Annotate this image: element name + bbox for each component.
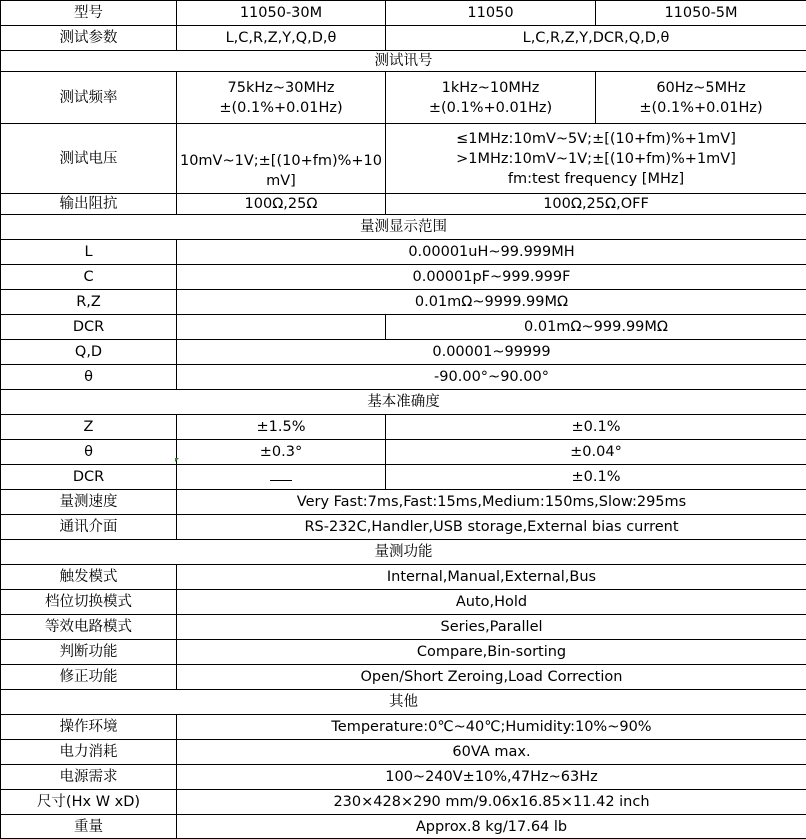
range-row xyxy=(1,240,806,265)
function-value: Auto,Hold xyxy=(177,590,806,615)
interface-row xyxy=(1,515,806,540)
section-row xyxy=(1,390,806,415)
other-label: 尺寸(Hx W xD) xyxy=(1,790,177,815)
function-label: 修正功能 xyxy=(1,665,177,690)
function-value: Open/Short Zeroing,Load Correction xyxy=(177,665,806,690)
other-value: 230×428×290 mm/9.06x16.85×11.42 inch xyxy=(177,790,806,815)
accuracy-label: DCR xyxy=(1,465,177,490)
range-value: 0.00001uH~99.999MH xyxy=(177,240,806,265)
speed-value: Very Fast:7ms,Fast:15ms,Medium:150ms,Slow:295ms xyxy=(177,490,806,515)
function-label: 判断功能 xyxy=(1,640,177,665)
section-row xyxy=(1,540,806,565)
function-label: 等效电路模式 xyxy=(1,615,177,640)
section-accuracy: 基本准确度 xyxy=(1,390,806,415)
range-value: -90.00°~90.00° xyxy=(177,365,806,390)
range-row xyxy=(1,290,806,315)
accuracy-label: θ xyxy=(1,440,177,465)
test-params-a: L,C,R,Z,Y,Q,D,θ xyxy=(177,26,386,51)
accuracy-a-blank xyxy=(177,465,386,490)
other-label: 电力消耗 xyxy=(1,740,177,765)
accuracy-row xyxy=(1,465,806,490)
range-dcr-label: DCR xyxy=(1,315,177,340)
range-value: 0.00001~99999 xyxy=(177,340,806,365)
interface-label: 通讯介面 xyxy=(1,515,177,540)
function-row xyxy=(1,665,806,690)
accuracy-label: Z xyxy=(1,415,177,440)
range-label: L xyxy=(1,240,177,265)
section-display-range: 量测显示范围 xyxy=(1,215,806,240)
other-row xyxy=(1,715,806,740)
other-row xyxy=(1,740,806,765)
other-row xyxy=(1,790,806,815)
speed-row xyxy=(1,490,806,515)
accuracy-row xyxy=(1,415,806,440)
voltage-label: 测试电压 xyxy=(1,124,177,194)
section-row xyxy=(1,690,806,715)
range-dcr-value: 0.01mΩ~999.99MΩ xyxy=(386,315,806,340)
accuracy-bc: ±0.1% xyxy=(386,415,806,440)
other-value: 100~240V±10%,47Hz~63Hz xyxy=(177,765,806,790)
other-label: 重量 xyxy=(1,815,177,839)
function-label: 触发模式 xyxy=(1,565,177,590)
function-value: Internal,Manual,External,Bus xyxy=(177,565,806,590)
section-row xyxy=(1,215,806,240)
function-row xyxy=(1,590,806,615)
accuracy-bc: ±0.04° xyxy=(386,440,806,465)
model-label: 型号 xyxy=(1,1,177,26)
range-value: 0.00001pF~999.999F xyxy=(177,265,806,290)
section-other: 其他 xyxy=(1,690,806,715)
range-row-dcr xyxy=(1,315,806,340)
accuracy-a: ±0.3° xyxy=(177,440,386,465)
freq-b: 1kHz~10MHz ±(0.1%+0.01Hz) xyxy=(386,72,596,124)
range-label: Q,D xyxy=(1,340,177,365)
test-params-row xyxy=(1,26,806,51)
range-label: R,Z xyxy=(1,290,177,315)
other-label: 操作环境 xyxy=(1,715,177,740)
test-params-label: 测试参数 xyxy=(1,26,177,51)
other-label: 电源需求 xyxy=(1,765,177,790)
range-label: θ xyxy=(1,365,177,390)
function-label: 档位切换模式 xyxy=(1,590,177,615)
model-row xyxy=(1,1,806,26)
function-row xyxy=(1,640,806,665)
impedance-label: 输出阻抗 xyxy=(1,194,177,215)
blank-line xyxy=(270,468,292,481)
other-value: Temperature:0℃~40℃;Humidity:10%~90% xyxy=(177,715,806,740)
range-value: 0.01mΩ~9999.99MΩ xyxy=(177,290,806,315)
other-row xyxy=(1,815,806,839)
other-value: Approx.8 kg/17.64 lb xyxy=(177,815,806,839)
section-functions: 量测功能 xyxy=(1,540,806,565)
freq-row xyxy=(1,72,806,124)
range-row xyxy=(1,265,806,290)
function-row xyxy=(1,615,806,640)
voltage-bc: ≤1MHz:10mV~5V;±[(10+fm)%+1mV] >1MHz:10mV~1V;±[(10+fm)%+1mV] fm:test frequency [MHz] xyxy=(386,124,806,194)
range-row xyxy=(1,340,806,365)
section-row xyxy=(1,51,806,72)
impedance-row xyxy=(1,194,806,215)
test-params-bc: L,C,R,Z,Y,DCR,Q,D,θ xyxy=(386,26,806,51)
range-dcr-a xyxy=(177,315,386,340)
speed-label: 量测速度 xyxy=(1,490,177,515)
range-row xyxy=(1,365,806,390)
accuracy-a: ±1.5% xyxy=(177,415,386,440)
freq-label: 测试频率 xyxy=(1,72,177,124)
function-value: Compare,Bin-sorting xyxy=(177,640,806,665)
accuracy-bc: ±0.1% xyxy=(386,465,806,490)
accuracy-row xyxy=(1,440,806,465)
function-value: Series,Parallel xyxy=(177,615,806,640)
freq-a: 75kHz~30MHz ±(0.1%+0.01Hz) xyxy=(177,72,386,124)
cell-comment-marker xyxy=(175,458,179,462)
freq-c: 60Hz~5MHz ±(0.1%+0.01Hz) xyxy=(596,72,806,124)
impedance-a: 100Ω,25Ω xyxy=(177,194,386,215)
model-11050-5m: 11050-5M xyxy=(596,1,806,26)
other-row xyxy=(1,765,806,790)
voltage-row xyxy=(1,124,806,194)
range-label: C xyxy=(1,265,177,290)
other-value: 60VA max. xyxy=(177,740,806,765)
voltage-a: 10mV~1V;±[(10+fm)%+10 mV] xyxy=(177,124,386,194)
model-11050-30m: 11050-30M xyxy=(177,1,386,26)
section-test-signal: 测试讯号 xyxy=(1,51,806,72)
model-11050: 11050 xyxy=(386,1,596,26)
interface-value: RS-232C,Handler,USB storage,External bias current xyxy=(177,515,806,540)
function-row xyxy=(1,565,806,590)
impedance-bc: 100Ω,25Ω,OFF xyxy=(386,194,806,215)
